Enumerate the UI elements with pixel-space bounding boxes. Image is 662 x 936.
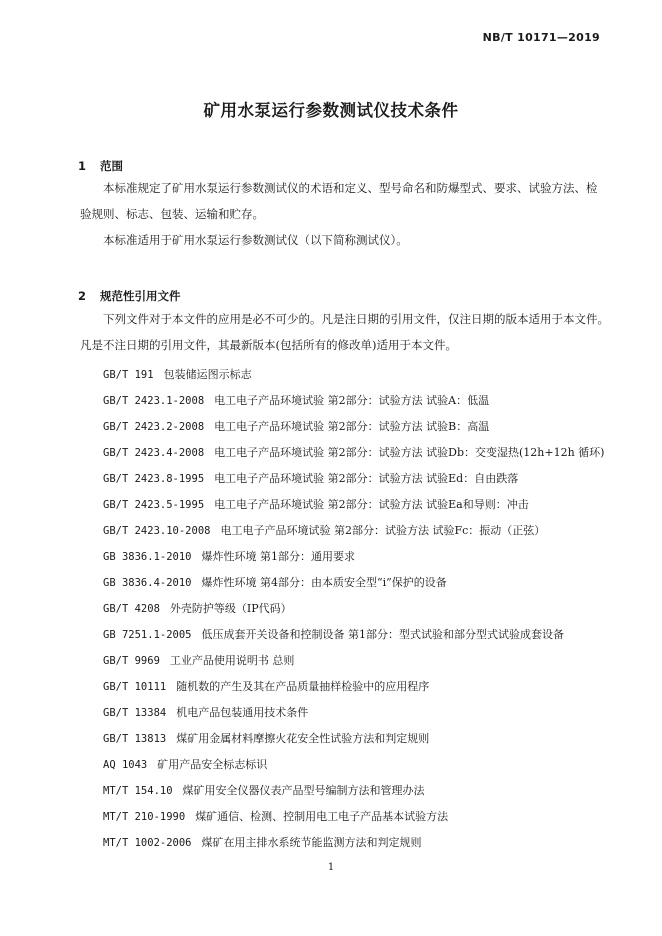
reference-code: MT/T 1002-2006 [103, 837, 192, 849]
reference-code: GB/T 191 [103, 369, 154, 381]
reference-item [103, 834, 422, 850]
reference-item [103, 522, 545, 538]
reference-item [103, 808, 448, 824]
reference-code: AQ 1043 [103, 759, 148, 771]
reference-code: GB/T 2423.4-2008 [103, 447, 205, 459]
page-number: 1 [327, 862, 335, 873]
reference-item [103, 366, 252, 382]
reference-item [103, 756, 267, 772]
scope-paragraph-1-line-1: 本标准规定了矿用水泵运行参数测试仪的术语和定义、型号命名和防爆型式、要求、试验方法、检 [103, 181, 598, 195]
reference-title: 煤矿用金属材料摩擦火花安全性试验方法和判定规则 [176, 732, 430, 745]
reference-title: 电工电子产品环境试验 第2部分：试验方法 试验A：低温 [214, 394, 490, 407]
reference-title: 煤矿在用主排水系统节能监测方法和判定规则 [201, 836, 422, 849]
section-1-title: 范围 [100, 159, 124, 173]
section-2-number: 2 [78, 289, 87, 303]
reference-code: GB 3836.4-2010 [103, 577, 192, 589]
reference-title: 煤矿通信、检测、控制用电工电子产品基本试验方法 [195, 810, 449, 823]
reference-code: GB/T 13384 [103, 707, 167, 719]
reference-title: 低压成套开关设备和控制设备 第1部分：型式试验和部分型式试验成套设备 [201, 628, 565, 641]
reference-code: GB/T 9969 [103, 655, 160, 667]
reference-code: GB/T 2423.1-2008 [103, 395, 205, 407]
reference-item [103, 418, 489, 434]
reference-title: 机电产品包装通用技术条件 [176, 706, 309, 719]
reference-title: 电工电子产品环境试验 第2部分：试验方法 试验Db：交变湿热(12h+12h 循环) [214, 446, 605, 459]
reference-item [103, 392, 489, 408]
reference-item [103, 652, 294, 668]
reference-code: GB/T 2423.5-1995 [103, 499, 205, 511]
reference-title: 爆炸性环境 第4部分：由本质安全型“i”保护的设备 [201, 576, 447, 589]
references-intro-line-2: 凡是不注日期的引用文件，其最新版本(包括所有的修改单)适用于本文件。 [80, 338, 457, 352]
references-intro-line-1: 下列文件对于本文件的应用是必不可少的。凡是注日期的引用文件，仅注日期的版本适用于本文件。 [103, 312, 609, 326]
reference-code: GB/T 2423.2-2008 [103, 421, 205, 433]
reference-code: GB 7251.1-2005 [103, 629, 192, 641]
section-1-number: 1 [78, 159, 87, 173]
reference-title: 电工电子产品环境试验 第2部分：试验方法 试验Ea和导则：冲击 [214, 498, 529, 511]
reference-code: GB/T 4208 [103, 603, 160, 615]
reference-item [103, 470, 518, 486]
reference-title: 电工电子产品环境试验 第2部分：试验方法 试验Ed：自由跌落 [214, 472, 519, 485]
reference-code: MT/T 154.10 [103, 785, 173, 797]
reference-title: 矿用产品安全标志标识 [157, 758, 268, 771]
section-2-heading [78, 288, 181, 304]
reference-item [103, 704, 308, 720]
reference-code: GB/T 13813 [103, 733, 167, 745]
reference-item [103, 548, 355, 564]
reference-title: 外壳防护等级（IP代码） [169, 602, 292, 615]
reference-item [103, 782, 425, 798]
reference-item [103, 678, 429, 694]
reference-item [103, 444, 604, 460]
reference-code: GB 3836.1-2010 [103, 551, 192, 563]
document-title: 矿用水泵运行参数测试仪技术条件 [203, 101, 459, 120]
reference-item [103, 574, 447, 590]
reference-code: GB/T 10111 [103, 681, 167, 693]
scope-paragraph-2: 本标准适用于矿用水泵运行参数测试仪（以下简称测试仪）。 [103, 233, 408, 247]
reference-title: 包装储运图示标志 [163, 368, 252, 381]
reference-item [103, 730, 429, 746]
reference-title: 工业产品使用说明书 总则 [169, 654, 295, 667]
section-2-intro [80, 306, 610, 358]
reference-item [103, 626, 564, 642]
reference-title: 随机数的产生及其在产品质量抽样检验中的应用程序 [176, 680, 430, 693]
scope-paragraph-1-line-2: 验规则、标志、包装、运输和贮存。 [80, 207, 264, 221]
reference-code: GB/T 2423.10-2008 [103, 525, 211, 537]
reference-title: 电工电子产品环境试验 第2部分：试验方法 试验Fc：振动（正弦） [220, 524, 546, 537]
section-1-body [80, 175, 610, 253]
reference-code: MT/T 210-1990 [103, 811, 186, 823]
reference-title: 爆炸性环境 第1部分：通用要求 [201, 550, 356, 563]
standard-code: NB/T 10171—2019 [482, 31, 600, 44]
reference-code: GB/T 2423.8-1995 [103, 473, 205, 485]
section-1-heading [78, 158, 123, 174]
reference-item [103, 600, 292, 616]
reference-title: 电工电子产品环境试验 第2部分：试验方法 试验B：高温 [214, 420, 490, 433]
reference-item [103, 496, 529, 512]
reference-title: 煤矿用安全仪器仪表产品型号编制方法和管理办法 [182, 784, 425, 797]
section-2-title: 规范性引用文件 [100, 289, 181, 303]
